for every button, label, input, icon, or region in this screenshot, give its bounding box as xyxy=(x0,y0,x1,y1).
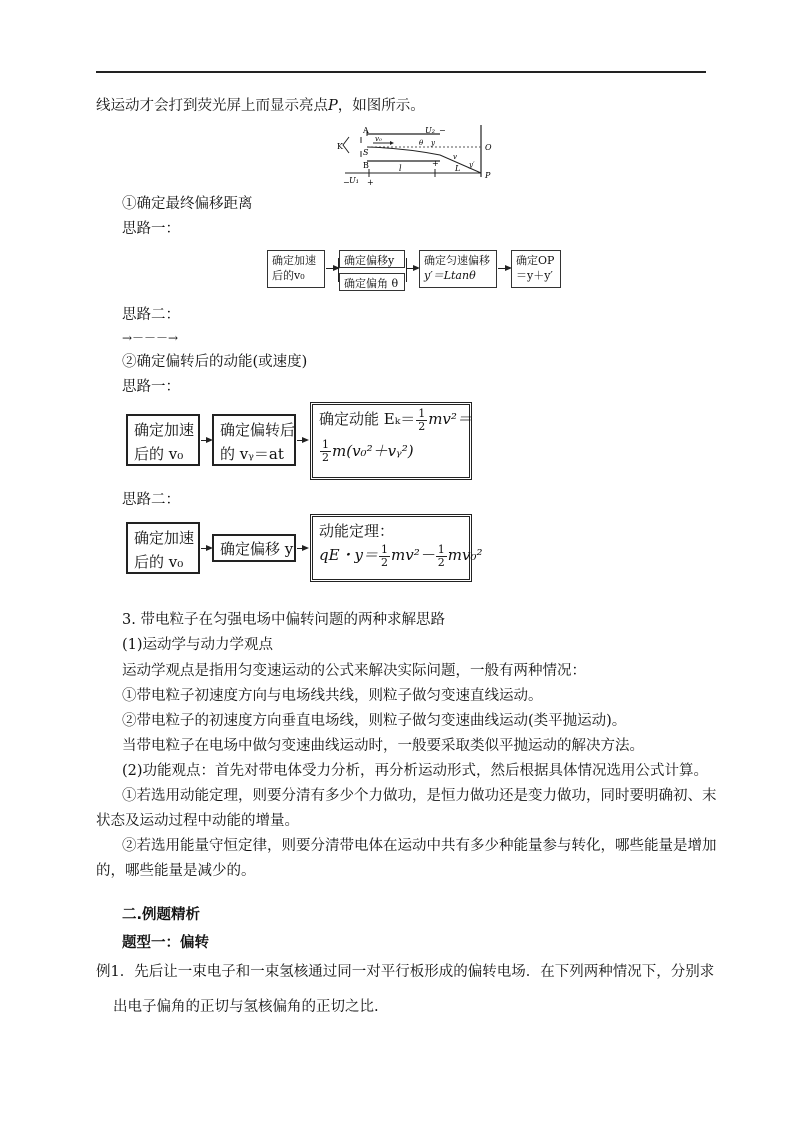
intro-text: 线运动才会打到荧光屏上而显示亮点 xyxy=(96,98,328,114)
para-case-2: ②带电粒子的初速度方向垂直电场线，则粒子做匀变速曲线运动(类平抛运动)。 xyxy=(122,713,627,729)
flow1-box-op xyxy=(511,250,561,288)
intro-tail: ，如图所示。 xyxy=(337,98,425,114)
flow1-box1-line2: 后的v₀ xyxy=(272,269,305,282)
label-L: L xyxy=(455,164,461,173)
label-y: y xyxy=(431,139,435,147)
flow2-box3-line1 xyxy=(319,406,472,433)
flow3-half-1-num: 1 xyxy=(381,542,389,556)
flow3-box3-pre: qE・y＝ xyxy=(319,546,379,564)
flow2-box-vy xyxy=(212,414,296,466)
label-p: P xyxy=(485,171,491,180)
flow2-box3-line2-text: m(v₀²＋vᵧ²) xyxy=(332,441,414,460)
label-plus-bottom: + xyxy=(432,159,439,168)
flow3-box-offset: 确定偏移 y xyxy=(212,534,296,562)
label-k: K xyxy=(337,142,343,151)
flow1-box-uniform xyxy=(419,250,497,288)
para-conservation-2: 的，哪些能量是减少的。 xyxy=(96,863,256,879)
flow3-box-theorem xyxy=(310,514,483,582)
intro-line xyxy=(96,96,425,116)
example-1-line2: 出电子偏角的正切与氢核偏角的正切之比. xyxy=(113,999,379,1015)
flow2-half-2-den: 2 xyxy=(322,451,329,464)
flow2-box2-line2: 的 vᵧ＝at xyxy=(220,445,284,463)
header-rule xyxy=(96,71,706,73)
para-curve-method: 当带电粒子在电场中做匀变速曲线运动时，一般要采取类似平抛运动的解决方法。 xyxy=(122,738,644,754)
deflection-diagram xyxy=(335,123,505,187)
flow2-arrow-1 xyxy=(201,440,211,441)
section-examples-heading: 二.例题精析 xyxy=(122,907,201,923)
flow1-box-accel xyxy=(267,250,325,288)
para-case-1: ①带电粒子初速度方向与电场线共线，则粒子做匀变速直线运动。 xyxy=(122,688,543,704)
flow1-arrow-3 xyxy=(498,268,510,269)
label-minus-top: − xyxy=(439,126,446,135)
intro-point-p: P xyxy=(328,98,338,114)
flow2-half-1-num: 1 xyxy=(418,406,426,420)
para-theorem-2: 状态及运动过程中动能的增量。 xyxy=(96,813,299,829)
para-theorem-1: ①若选用动能定理，则要分清有多少个力做功，是恒力做功还是变力做功，同时要明确初、末 xyxy=(122,788,717,804)
flow3-half-1 xyxy=(379,544,390,569)
label-v: v xyxy=(453,153,457,161)
flow3-arrow-1 xyxy=(201,548,211,549)
flow3-half-1-den: 2 xyxy=(381,555,389,569)
flow3-box3-mid: mv²－ xyxy=(391,546,435,564)
flow2-half-1-den: 2 xyxy=(418,419,426,433)
flow3-half-2-num: 1 xyxy=(437,542,445,556)
flow2-half-1 xyxy=(416,408,427,433)
flow3-box-accel xyxy=(126,522,200,574)
section-1-title: ①确定最终偏移距离 xyxy=(122,196,253,212)
label-l: l xyxy=(399,164,402,173)
flow2-box1-line2: 后的 v₀ xyxy=(134,445,184,463)
flow3-arrow-2 xyxy=(297,548,307,549)
flow3-half-2 xyxy=(436,544,447,569)
label-minus-u1: − xyxy=(343,178,350,187)
type-1-heading: 题型一：偏转 xyxy=(122,935,209,951)
flow1-box4-line2: ＝y＋y′ xyxy=(516,269,553,282)
flow1-arrow-2 xyxy=(406,268,418,269)
para-3-heading: 3. 带电粒子在匀强电场中偏转问题的两种求解思路 xyxy=(122,612,445,628)
flow3-box3-end: mv₀² xyxy=(447,546,483,564)
label-u1: U₁ xyxy=(349,176,359,185)
label-theta: θ xyxy=(419,139,424,147)
flow3-box3-line2 xyxy=(319,542,483,569)
label-yprime: y′ xyxy=(469,161,475,169)
label-a: A xyxy=(363,126,369,135)
para-conservation-1: ②若选用能量守恒定律，则要分清带电体在运动中共有多少种能量参与转化，哪些能量是增加 xyxy=(122,838,717,854)
flow2-box-accel xyxy=(126,414,200,466)
flow2-box2-line1: 确定偏转后 xyxy=(220,421,296,439)
label-u2: U₂ xyxy=(425,126,435,135)
label-plus-u1: + xyxy=(367,178,374,187)
label-o: O xyxy=(485,143,492,152)
idea-2-label: 思路二： xyxy=(122,307,180,323)
flow1-arrow-1 xyxy=(326,268,338,269)
idea-1-label: 思路一： xyxy=(122,221,180,237)
flow1-merge xyxy=(406,258,407,282)
flow2-box3-pre: 确定动能 Eₖ＝ xyxy=(319,410,416,428)
flow3-box3-line1: 动能定理： xyxy=(319,522,395,540)
flow2-box-kinetic xyxy=(310,402,472,480)
para-kinematics-title: (1)运动学与动力学观点 xyxy=(122,637,274,653)
example-1-line1: 例1．先后让一束电子和一束氢核通过同一对平行板形成的偏转电场．在下列两种情况下，分别求 xyxy=(96,964,715,980)
flow3-box1-line2: 后的 v₀ xyxy=(134,553,184,571)
idea-3-label: 思路一： xyxy=(122,379,180,395)
para-energy-view: (2)功能观点：首先对带电体受力分析，再分析运动形式，然后根据具体情况选用公式计算。 xyxy=(122,763,709,779)
para-kinematics-intro: 运动学观点是指用匀变速运动的公式来解决实际问题，一般有两种情况： xyxy=(122,663,586,679)
label-v0: v₀ xyxy=(375,135,382,143)
label-s: S xyxy=(363,148,369,157)
flow3-box1-line1: 确定加速 xyxy=(134,529,195,547)
idea-4-label: 思路二： xyxy=(122,492,180,508)
label-b: B xyxy=(363,161,369,170)
flow1-box3-line1: 确定匀速偏移 xyxy=(424,254,490,267)
flow1-box4-line1: 确定OP xyxy=(516,254,555,267)
section-2-title: ②确定偏转后的动能(或速度) xyxy=(122,354,308,370)
flow1-box1-line1: 确定加速 xyxy=(272,254,316,267)
flow2-half-2 xyxy=(320,439,331,464)
flow1-box3-line2: y′＝Ltanθ xyxy=(424,269,476,282)
flow1-box-angle: 确定偏角 θ xyxy=(339,273,405,291)
idea-2-arrows: →－－－→ xyxy=(122,331,179,345)
flow2-box1-line1: 确定加速 xyxy=(134,421,195,439)
flow2-arrow-2 xyxy=(297,440,307,441)
flow3-half-2-den: 2 xyxy=(437,555,445,569)
flow2-box3-line2 xyxy=(319,439,463,465)
flow2-box3-mv2: mv²＝ xyxy=(428,410,472,428)
flow2-half-2-num: 1 xyxy=(322,438,329,451)
flow1-box-offset: 确定偏移y xyxy=(339,250,405,268)
